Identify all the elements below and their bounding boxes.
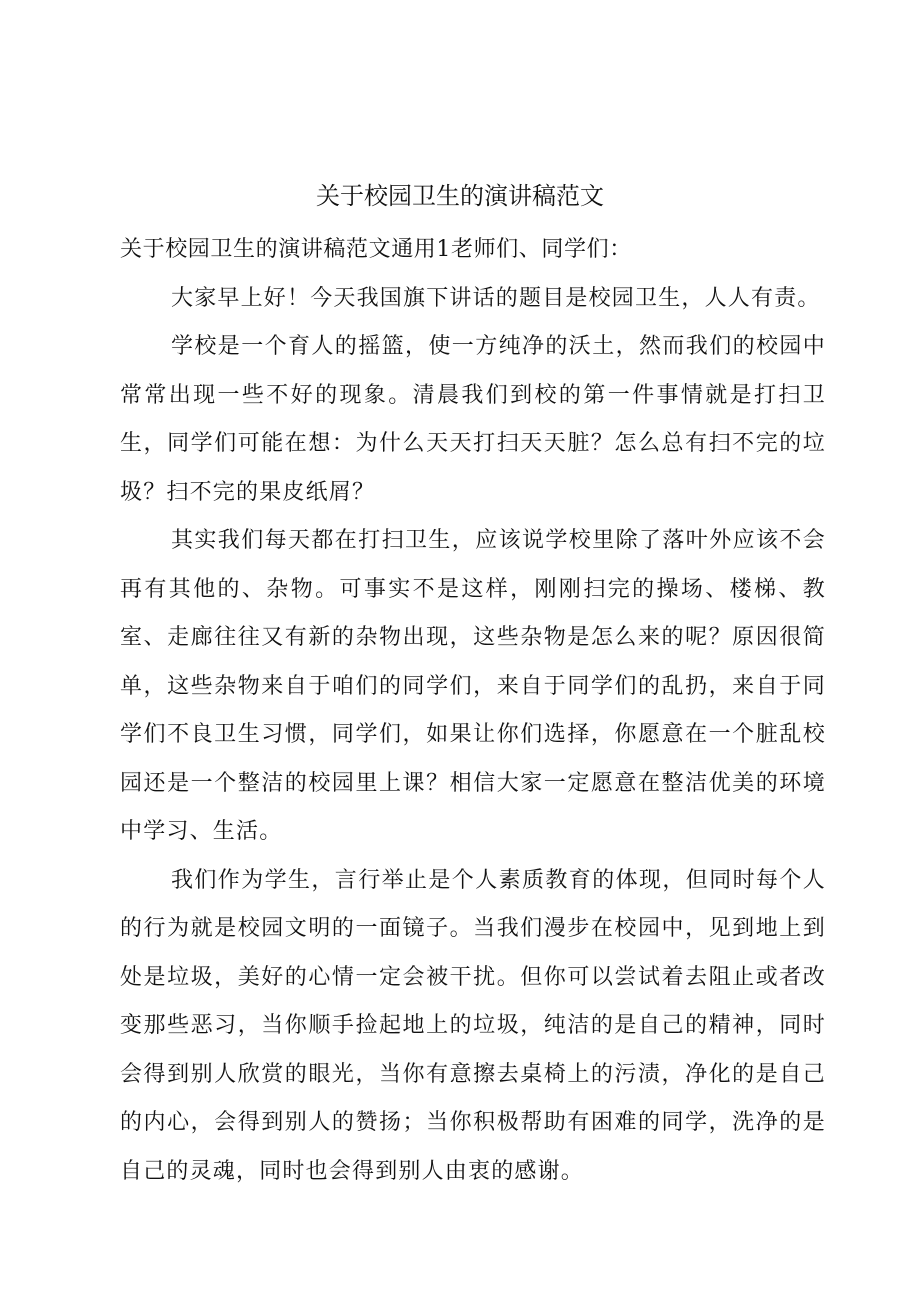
paragraph-school-cradle: 学校是一个育人的摇篮，使一方纯净的沃土，然而我们的校园中常常出现一些不好的现象。清晨我们到校的第一件事情就是打扫卫生，同学们可能在想：为什么天天打扫天天脏？怎么总有扫不完的垃圾？扫不完的果皮纸屑？ [120,334,826,505]
paragraph-greeting: 大家早上好！今天我国旗下讲话的题目是校园卫生，人人有责。 [171,285,821,311]
document-title: 关于校园卫生的演讲稿范文 [316,182,604,210]
intro-line: 关于校园卫生的演讲稿范文通用1老师们、同学们： [120,237,632,262]
paragraph-cleaning: 其实我们每天都在打扫卫生，应该说学校里除了落叶外应该不会再有其他的、杂物。可事实不是这样，刚刚扫完的操场、楼梯、教室、走廊往往又有新的杂物出现，这些杂物是怎么来的呢？原因很简单，这些杂物来自于咱们的同学们，来自于同学们的乱扔，来自于同学们不良卫生习惯，同学们，如果让你们选择，你愿意在一个脏乱校园还是一个整洁的校园里上课？相信大家一定愿意在整洁优美的环境中学习、生活。 [120,528,826,844]
paragraph-student-conduct: 我们作为学生，言行举止是个人素质教育的体现，但同时每个人的行为就是校园文明的一面镜子。当我们漫步在校园中，见到地上到处是垃圾，美好的心情一定会被干扰。但你可以尝试着去阻止或者改变那些恶习，当你顺手捡起地上的垃圾，纯洁的是自己的精神，同时会得到别人欣赏的眼光，当你有意擦去桌椅上的污渍，净化的是自己的内心，会得到别人的赞扬；当你积极帮助有困难的同学，洗净的是自己的灵魂，同时也会得到别人由衷的感谢。 [120,867,826,1184]
document-body [120,226,826,1196]
